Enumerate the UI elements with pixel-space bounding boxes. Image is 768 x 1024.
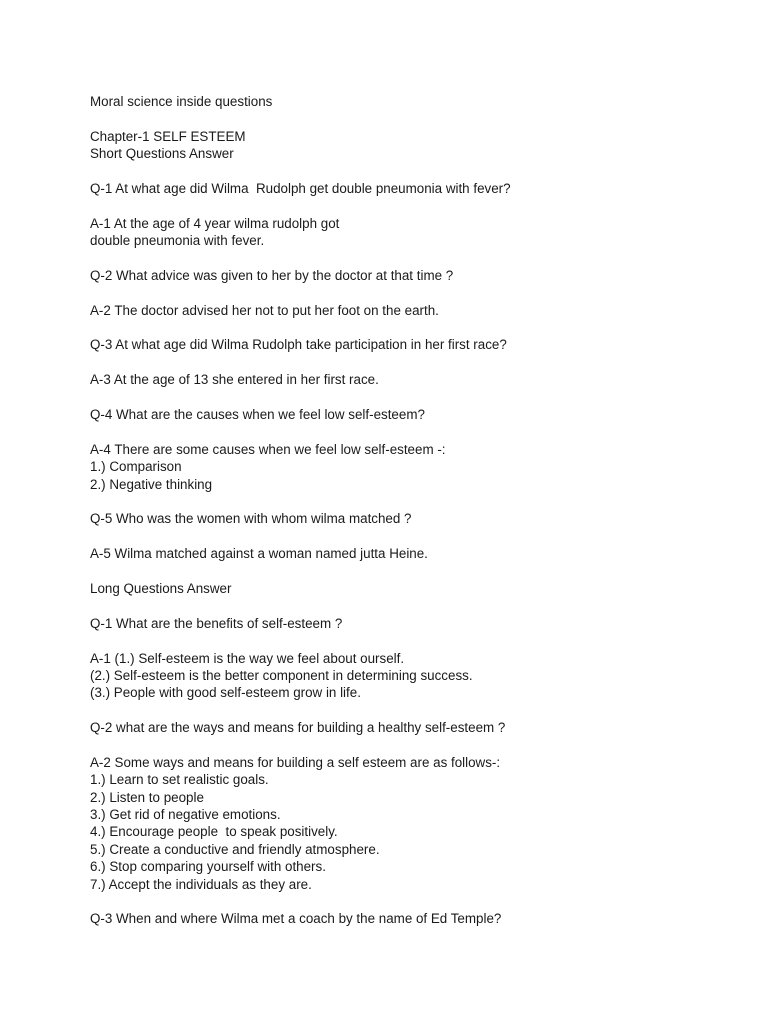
- answer-line: A-5 Wilma matched against a woman named jutta Heine.: [90, 546, 428, 562]
- question-text: Q-2 What advice was given to her by the doctor at that time ?: [90, 267, 454, 283]
- answer-line: 4.) Encourage people to speak positively.: [90, 824, 338, 840]
- spacer: [90, 702, 750, 719]
- answer-line: A-2 The doctor advised her not to put her foot on the earth.: [90, 302, 439, 318]
- question-text: Q-2 what are the ways and means for building a healthy self-esteem ?: [90, 720, 506, 736]
- question-text: Q-1 What are the benefits of self-esteem ?: [90, 615, 343, 631]
- spacer: [90, 197, 750, 214]
- spacer: [90, 563, 750, 580]
- answer-line: 2.) Listen to people: [90, 789, 204, 805]
- spacer: [90, 110, 750, 127]
- spacer: [90, 354, 750, 371]
- answer-line: (3.) People with good self-esteem grow in life.: [90, 685, 361, 701]
- spacer: [90, 893, 750, 910]
- spacer: [90, 319, 750, 336]
- answer-line: (2.) Self-esteem is the better component in determining success.: [90, 667, 473, 683]
- answer-line: 5.) Create a conductive and friendly atmosphere.: [90, 841, 380, 857]
- spacer: [90, 528, 750, 545]
- short-questions-section: [90, 180, 750, 580]
- answer-line: 6.) Stop comparing yourself with others.: [90, 859, 326, 875]
- chapter-heading: Chapter-1 SELF ESTEEM: [90, 128, 246, 144]
- question-text: Q-5 Who was the women with whom wilma matched ?: [90, 511, 412, 527]
- answer-line: A-3 At the age of 13 she entered in her first race.: [90, 372, 379, 388]
- answer-line: A-1 At the age of 4 year wilma rudolph got: [90, 215, 340, 231]
- spacer: [90, 632, 750, 649]
- document-title: Moral science inside questions: [90, 94, 273, 109]
- answer-line: 1.) Learn to set realistic goals.: [90, 772, 269, 788]
- question-text: Q-1 At what age did Wilma Rudolph get double pneumonia with fever?: [90, 180, 511, 196]
- question-text: Q-3 When and where Wilma met a coach by the name of Ed Temple?: [90, 911, 502, 927]
- spacer: [90, 284, 750, 301]
- answer-line: double pneumonia with fever.: [90, 233, 265, 249]
- spacer: [90, 493, 750, 510]
- answer-line: 7.) Accept the individuals as they are.: [90, 876, 312, 892]
- spacer: [90, 928, 750, 945]
- question-text: Q-4 What are the causes when we feel low self-esteem?: [90, 407, 425, 423]
- answer-line: A-1 (1.) Self-esteem is the way we feel about ourself.: [90, 650, 405, 666]
- section-heading-short: Short Questions Answer: [90, 146, 234, 162]
- long-questions-section: [90, 615, 750, 945]
- answer-line: 2.) Negative thinking: [90, 476, 213, 492]
- spacer: [90, 163, 750, 180]
- answer-line: 1.) Comparison: [90, 459, 182, 475]
- answer-line: 3.) Get rid of negative emotions.: [90, 807, 281, 823]
- answer-line: A-4 There are some causes when we feel low self-esteem -:: [90, 441, 446, 457]
- spacer: [90, 250, 750, 267]
- spacer: [90, 423, 750, 440]
- spacer: [90, 736, 750, 753]
- spacer: [90, 597, 750, 614]
- document-page: [90, 93, 750, 945]
- section-heading-long: Long Questions Answer: [90, 580, 232, 596]
- answer-line: A-2 Some ways and means for building a self esteem are as follows-:: [90, 754, 501, 770]
- spacer: [90, 389, 750, 406]
- question-text: Q-3 At what age did Wilma Rudolph take participation in her first race?: [90, 337, 507, 353]
